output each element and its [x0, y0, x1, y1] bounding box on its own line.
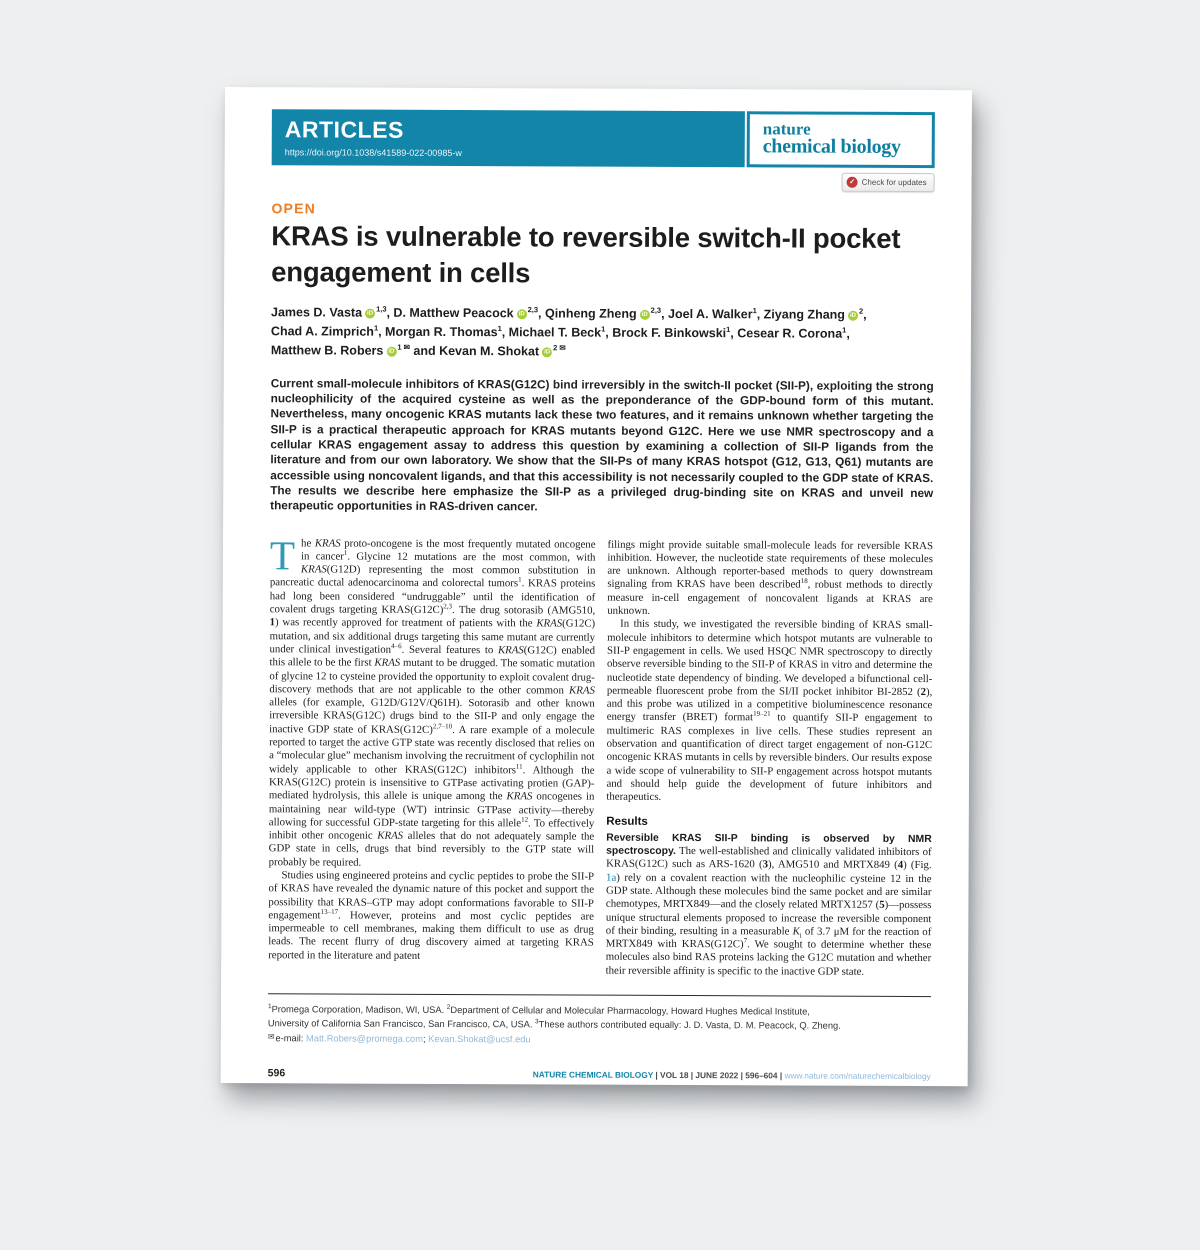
journal-footer-line — [533, 1069, 931, 1081]
orcid-icon[interactable]: iD — [365, 308, 375, 318]
articles-band — [272, 109, 745, 167]
orcid-icon[interactable]: iD — [386, 347, 396, 357]
journal-name: NATURE CHEMICAL BIOLOGY — [532, 1069, 654, 1080]
body-paragraph: filings might provide suitable small-molecule leads for reversible KRAS inhibition. However, the nucleotide state requirements of these molecules are unknown. Although reporter-based methods to query downstream signaling from KRAS have been described$^{18}$, robust methods to directly measure in-cell engagement of noncovalent ligands at KRAS are unknown. — [607, 538, 934, 617]
journal-logo — [747, 111, 935, 168]
masthead — [272, 109, 935, 168]
body-paragraph: In this study, we investigated the reversible binding of KRAS small-molecule inhibitors to determine which hotspot mutants are vulnerable to SII-P engagement in cells. We used HSQC NMR spectroscopy to directly observe reversible binding to the SII-P of KRAS in vitro and determine the nucleotide state dependency of binding. We developed a bifunctional cell-permeable fluorescent probe from the SI/II pocket inhibitor BI-2852 (2), and this probe was utilized in a competitive bioluminescence resonance energy transfer (BRET) format$^{19-21}$ to quantify SII-P engagement to multimeric RAS complexes in live cells. These studies represent an observation and quantification of direct target engagement of non-G12C oncogenic KRAS mutants in cells by reversible binders. Our results expose a wide scope of vulnerability to SII-P engagement across hotspot mutants and should help guide the development of future inhibitors and therapeutics. — [606, 618, 933, 804]
left-column — [268, 531, 596, 978]
issue-info: | VOL 18 | JUNE 2022 | 596–604 | — [653, 1069, 785, 1081]
journal-url-link[interactable]: www.nature.com/naturechemicalbiology — [784, 1070, 931, 1081]
email-link-shokat[interactable]: Kevan.Shokat@ucsf.edu — [428, 1033, 531, 1045]
right-column — [606, 538, 933, 979]
envelope-icon: ✉ — [267, 1032, 275, 1042]
orcid-icon[interactable]: iD — [640, 309, 650, 319]
page-footer — [268, 1067, 931, 1082]
affiliations-text: $^1$Promega Corporation, Madison, WI, USA. $^2$Department of Cellular and Molecular Pharmacology, Howard Hughes Medical Institute, University of California San Francisco, San Francisco, CA, USA. $^3$These authors contributed equally: J. D. Vasta, D. M. Peacock, Q. Zheng. — [267, 1003, 841, 1032]
paper-page — [221, 87, 972, 1086]
orcid-icon[interactable]: iD — [542, 348, 552, 358]
results-heading: Results — [606, 815, 648, 828]
open-access-label: OPEN — [271, 200, 316, 217]
figure-1a-link[interactable]: 1a — [606, 871, 617, 884]
body-paragraph — [268, 531, 596, 871]
email-separator: ; — [422, 1033, 429, 1044]
journal-logo-line1: nature — [762, 119, 811, 139]
intro-paragraph-text: he KRAS proto-oncogene is the most frequently mutated oncogene in cancer$^1$. Glycine 12 mutations are the most common, with KRAS(G12D) representing the most common substitution in pancreatic ductal adenocarcinoma and colorectal tumors$^1$. KRAS proteins had long been considered “undruggable” until the identification of covalent drugs targeting $KRAS(G12C)^{2,3}$. The drug sotorasib (AMG510, 1) was recently approved for treatment of patients with the KRAS(G12C) mutation, and six additional drugs targeting this same mutant are currently under clinical investigation$^{4-6}$. Several features to KRAS(G12C) enabled this allele to be the first KRAS mutant to be drugged. The somatic mutation of glycine 12 to cysteine provided the opportunity to exploit covalent drug-discovery methods that are not applicable to the other common KRAS alleles (for example, G12D/G12V/Q61H). Sotorasib and other known irreversible KRAS(G12C) drugs bind to the SII-P and only engage the inactive GDP state of $KRAS(G12C)^{2,7-10}$. A rare example of a molecule reported to target the active GTP state was recently disclosed that relies on a “molecular glue” mechanism involving the recruitment of cyclophilin not widely applicable to other KRAS(G12C) inhibitors$^{11}$. Although the KRAS(G12C) protein is insensitive to GTPase activating protien (GAP)-mediated hydrolysis, this allele is unique among the KRAS oncogenes in maintaining near wild-type (WT) intrinsic GTPase activity—thereby allowing for successful GDP-state targeting for this allele$^{12}$. To effectively inhibit other oncogenic KRAS alleles that do not adequately sample the GDP state in cells, drugs that bind reversibly to the GTP state will probably be required. — [268, 536, 596, 869]
article-body — [268, 531, 934, 979]
check-for-updates-label: Check for updates — [861, 177, 927, 187]
body-paragraph: Studies using engineered proteins and cyclic peptides to probe the SII-P of KRAS have revealed the dynamic nature of this pocket and support the possibility that KRAS–GTP may adopt conformations favorable to SII-P engagement$^{13-17}$. However, proteins and most cyclic peptides are impermeable to cell membranes, making them difficult to use as drug leads. The recent flurry of drug discovery aimed at targeting KRAS reported in the literature and patent — [268, 869, 595, 962]
author-line-2: Chad A. Zimprich$^1$, Morgan R. Thomas$^1$, Michael T. Beck$^1$, Brock F. Binkowski$^1$, Cesear R. Corona$^1$, — [270, 323, 850, 341]
updates-row — [272, 165, 935, 196]
author-line-3: Matthew B. Robers $iD^{1 ✉}$ and Kevan M. Shokat $iD^{2 ✉}$ — [270, 342, 566, 359]
doi-link[interactable]: https://doi.org/10.1038/s41589-022-00985-w — [284, 147, 462, 159]
author-list — [271, 303, 934, 364]
crossmark-icon: ✓ — [847, 176, 858, 187]
page-number: 596 — [267, 1067, 286, 1080]
author-line-1: James D. Vasta iD$^{1,3}$, D. Matthew Peacock iD$^{2,3}$, Qinheng Zheng iD$^{2,3}$, Joel A. Walker$^1$, Ziyang Zhang $iD^2$, — [270, 304, 867, 322]
articles-label: ARTICLES — [284, 116, 404, 143]
orcid-icon[interactable]: iD — [517, 309, 527, 319]
article-title: KRAS is vulnerable to reversible switch-II pocket engagement in cells — [271, 220, 901, 289]
email-label: e-mail: — [275, 1033, 304, 1044]
body-paragraph: Reversible KRAS SII-P binding is observed by NMR spectroscopy. The well-established and clinically validated inhibitors of KRAS(G12C) such as ARS-1620 (3), AMG510 and MRTX849 (4) (Fig. 1a) rely on a covalent reaction with the nucleophilic cysteine 12 in the GDP state. Although these molecules bind the same pocket and are similar chemotypes, MRTX849—and the closely related MRTX1257 (5)—possess unique structural elements proposed to increase the reversible component of their binding, resulting in a measurable $K_i$ of 3.7 μM for the reaction of MRTX849 with $KRAS(G12C)^7$. We sought to determine whether these molecules also bind RAS proteins lacking the G12C mutation and whether their reversible affinity is specific to the inactive GDP state. — [605, 832, 932, 978]
email-line — [268, 1032, 931, 1046]
check-for-updates-button[interactable] — [842, 172, 935, 191]
footnote-divider — [268, 993, 931, 997]
drop-cap: T — [269, 531, 296, 578]
journal-logo-line2: chemical biology — [762, 135, 901, 158]
email-link-robers[interactable]: Matt.Robers@promega.com — [306, 1033, 423, 1044]
orcid-icon[interactable]: iD — [848, 310, 858, 320]
abstract-text: Current small-molecule inhibitors of KRAS(G12C) bind irreversibly in the switch-II pocket (SII-P), exploiting the strong nucleophilicity of the acquired cysteine as well as the preponderance of the GDP-bound form of this mutant. Nevertheless, many oncogenic KRAS mutants lack these two features, and it remains unknown whether targeting the SII-P is a practical therapeutic approach for KRAS mutants beyond G12C. Here we use NMR spectroscopy and a cellular KRAS engagement assay to address this question by examining a collection of SII-P ligands from the literature and from our own laboratory. We show that the SII-Ps of many KRAS hotspot (G12, G13, Q61) mutants are accessible using noncovalent ligands, and that this accessibility is not necessarily coupled to the GDP state of KRAS. The results we describe here emphasize the SII-P as a privileged drug-binding site on KRAS and unveil new therapeutic opportunities in RAS-driven cancer. — [270, 375, 934, 514]
